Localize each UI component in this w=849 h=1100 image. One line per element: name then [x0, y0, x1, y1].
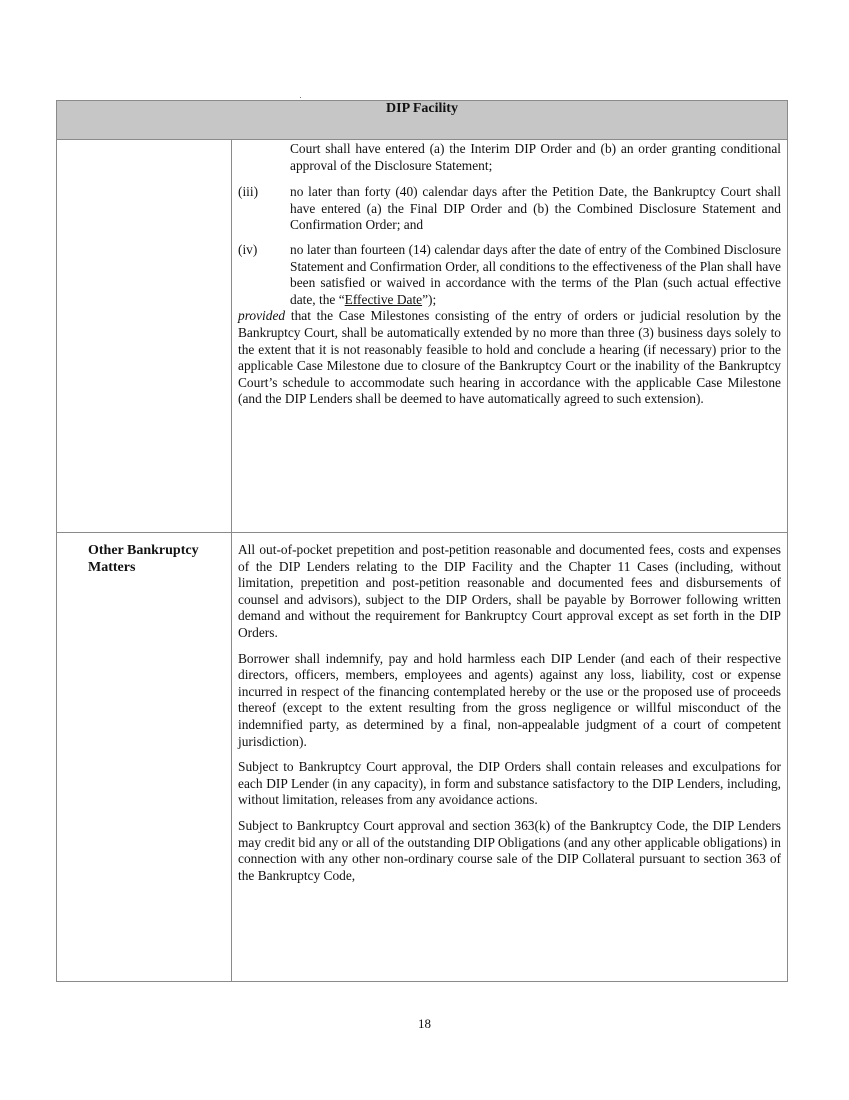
empty-label-cell [57, 140, 232, 533]
milestones-row [57, 140, 788, 533]
item-number: (iii) [238, 184, 259, 200]
other-matters-cell [232, 533, 788, 982]
item-text: no later than fourteen (14) calendar days after the date of entry of the Combined Disclosure Statement and Confirmation Order, all conditions to the effectiveness of the Plan shall have been satisfied or waived in accordance with the terms of the Plan (such actual effective date, the “Effective Date”); [290, 241, 781, 307]
item-number: (iv) [238, 241, 258, 257]
proviso-paragraph: provided that the Case Milestones consisting of the entry of orders or judicial resolution by the Bankruptcy Court, shall be automatically extended by no more than three (3) business days solely to the extent that it is not reasonably feasible to hold and conclude a hearing (if necessary) prior to the applicable Case Milestone due to closure of the Bankruptcy Court or the inability of the Bankruptcy Court’s schedule to accommodate such hearing in accordance with the applicable Case Milestone (and the DIP Lenders shall be deemed to have automatically agreed to such extension). [238, 308, 781, 407]
table-header-row [57, 101, 788, 140]
milestone-item-iv [238, 242, 781, 308]
indemnity-paragraph: Borrower shall indemnify, pay and hold harmless each DIP Lender (and each of their respective directors, officers, members, employees and agents) against any loss, liability, cost or expense incurred in respect of the financing contemplated hereby or the use or the proposed use of proceeds thereof (except to the extent resulting from the gross negligence or willful misconduct of the indemnified party, as determined by a final, non-appealable judgment of a court of competent jurisdiction). [238, 650, 781, 749]
milestones-cell [232, 140, 788, 533]
milestone-item-iii [238, 184, 781, 234]
row-label: Other Bankruptcy Matters [88, 543, 199, 575]
other-bankruptcy-matters-row [57, 533, 788, 982]
credit-bid-paragraph: Subject to Bankruptcy Court approval and section 363(k) of the Bankruptcy Code, the DIP Lenders may credit bid any or all of the outstanding DIP Obligations (and any other applicable obligations) in connection with any other non-ordinary course sale of the DIP Collateral pursuant to section 363 of the Bankruptcy Code, [238, 817, 781, 883]
fees-paragraph: All out-of-pocket prepetition and post-petition reasonable and documented fees, costs and expenses of the DIP Lenders relating to the DIP Facility and the Chapter 11 Cases (including, without limitation, prepetition and post-petition reasonable and documented fees and disbursements of counsel and advisors), subject to the DIP Orders, shall be payable by Borrower following written demand and without the requirement for Bankruptcy Court approval except as set forth in the DIP Orders. [238, 542, 781, 640]
item-text: no later than forty (40) calendar days after the Petition Date, the Bankruptcy Court shall have entered (a) the Final DIP Order and (b) the Combined Disclosure Statement and Confirmation Order; and [290, 184, 781, 233]
defined-term-effective-date: Effective Date [344, 291, 423, 307]
page-number: 18 [418, 1016, 431, 1031]
releases-paragraph: Subject to Bankruptcy Court approval, the DIP Orders shall contain releases and exculpations for each DIP Lender (in any capacity), in form and substance satisfactory to the DIP Lenders, including, without limitation, releases from any avoidance actions. [238, 759, 781, 808]
proviso-lead: provided [238, 308, 286, 324]
term-sheet-table [56, 100, 788, 982]
milestone-continuation: Court shall have entered (a) the Interim DIP Order and (b) an order granting conditional approval of the Disclosure Statement; [290, 141, 781, 173]
row-label-cell [57, 533, 232, 982]
table-header: DIP Facility [57, 101, 788, 140]
scan-speck [300, 97, 301, 98]
